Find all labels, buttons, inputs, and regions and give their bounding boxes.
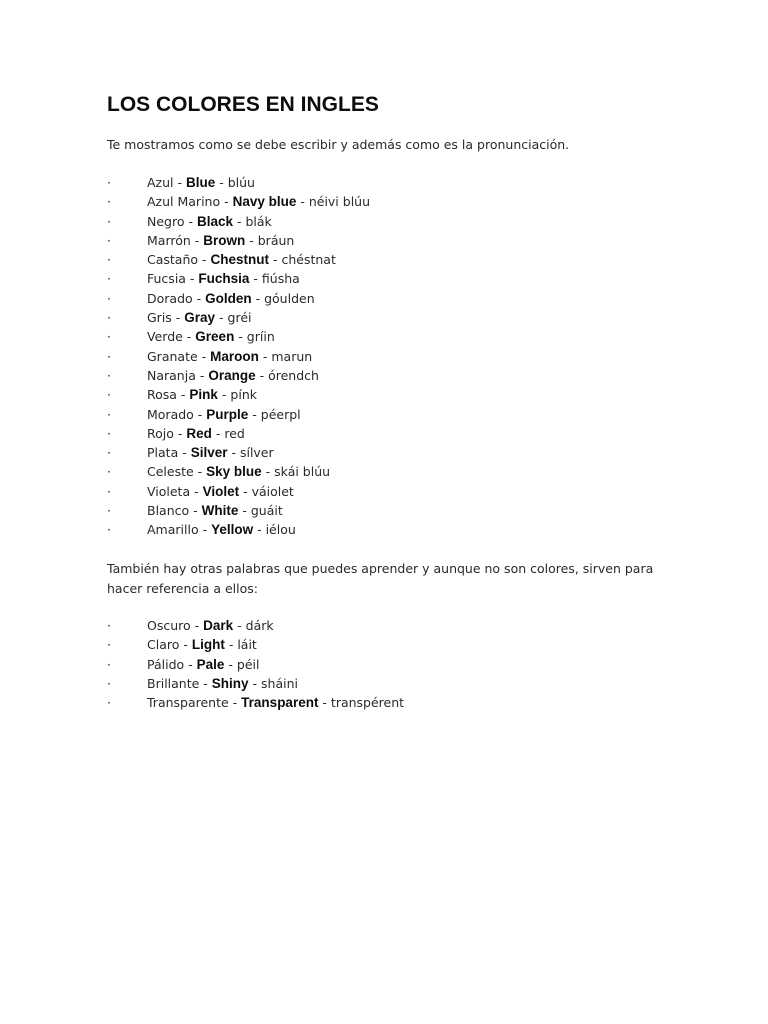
bullet-dot: · bbox=[107, 290, 111, 306]
list-item bbox=[107, 443, 370, 462]
spanish-word: Claro bbox=[147, 637, 180, 653]
intro-paragraph: Te mostramos como se debe escribir y además como es la pronunciación. bbox=[107, 137, 570, 152]
list-item bbox=[107, 462, 370, 481]
spanish-word: Transparente bbox=[147, 695, 229, 711]
english-word: Violet bbox=[202, 483, 240, 499]
pronunciation: péil bbox=[236, 656, 260, 672]
separator: - bbox=[261, 464, 275, 480]
spanish-word: Pálido bbox=[147, 656, 185, 672]
bullet-dot: · bbox=[107, 656, 111, 672]
list-item bbox=[107, 327, 370, 346]
separator: - bbox=[215, 175, 228, 190]
separator: - bbox=[179, 637, 192, 653]
separator: - bbox=[248, 675, 262, 691]
spanish-word: Castaño bbox=[147, 252, 199, 268]
modifiers-intro-paragraph: También hay otras palabras que puedes aprender y aunque no son colores, sirven para hacer referencia a ellos: bbox=[107, 561, 654, 596]
separator: - bbox=[184, 213, 197, 229]
separator: - bbox=[234, 329, 247, 345]
spanish-word: Negro bbox=[147, 213, 185, 229]
separator: - bbox=[253, 522, 266, 538]
bullet-dot: · bbox=[107, 464, 111, 480]
pronunciation: red bbox=[224, 425, 245, 441]
pronunciation: láit bbox=[237, 637, 257, 653]
english-word: Chestnut bbox=[210, 252, 270, 268]
bullet-dot: · bbox=[107, 387, 111, 403]
spanish-word: Brillante bbox=[147, 675, 200, 691]
english-word: Transparent bbox=[241, 695, 319, 711]
separator: - bbox=[176, 387, 190, 403]
pronunciation: skái blúu bbox=[274, 464, 331, 480]
separator: - bbox=[173, 425, 187, 441]
list-item bbox=[107, 674, 404, 693]
spanish-word: Plata bbox=[147, 445, 179, 461]
list-item bbox=[107, 520, 370, 539]
list-item bbox=[107, 655, 404, 674]
separator: - bbox=[251, 290, 265, 306]
bullet-dot: · bbox=[107, 483, 111, 499]
pronunciation: sílver bbox=[239, 445, 274, 461]
english-word: Maroon bbox=[210, 348, 259, 364]
english-word: Yellow bbox=[211, 522, 254, 538]
bullet-dot: · bbox=[107, 329, 111, 345]
english-word: Gray bbox=[184, 310, 216, 326]
english-word: Dark bbox=[203, 618, 234, 633]
list-item bbox=[107, 289, 370, 308]
english-word: Green bbox=[195, 329, 235, 345]
separator: - bbox=[192, 290, 206, 306]
pronunciation: bráun bbox=[257, 232, 295, 248]
separator: - bbox=[239, 483, 252, 499]
separator: - bbox=[318, 695, 331, 711]
separator: - bbox=[228, 695, 242, 711]
separator: - bbox=[185, 271, 199, 287]
separator: - bbox=[227, 445, 240, 461]
english-word: Light bbox=[191, 637, 225, 653]
pronunciation: fiúsha bbox=[261, 271, 300, 287]
spanish-word: Verde bbox=[147, 329, 183, 345]
pronunciation: órendch bbox=[268, 367, 319, 383]
spanish-word: Dorado bbox=[147, 290, 193, 306]
bullet-dot: · bbox=[107, 503, 111, 519]
english-word: Black bbox=[196, 213, 233, 229]
spanish-word: Fucsia bbox=[147, 271, 186, 287]
document-title: LOS COLORES EN INGLES bbox=[107, 93, 379, 116]
english-word: Red bbox=[186, 425, 212, 441]
spanish-word: Rojo bbox=[147, 425, 174, 441]
list-item bbox=[107, 385, 370, 404]
pronunciation: marun bbox=[271, 348, 313, 364]
modifiers-list bbox=[107, 616, 404, 712]
pronunciation: péerpl bbox=[260, 406, 301, 422]
list-item bbox=[107, 269, 370, 288]
separator: - bbox=[173, 175, 186, 190]
list-item bbox=[107, 482, 370, 501]
separator: - bbox=[189, 503, 202, 519]
separator: - bbox=[217, 387, 231, 403]
pronunciation: blúu bbox=[227, 175, 255, 190]
spanish-word: Blanco bbox=[147, 503, 190, 519]
separator: - bbox=[224, 637, 238, 653]
separator: - bbox=[233, 618, 246, 633]
separator: - bbox=[233, 213, 246, 229]
list-item bbox=[107, 366, 370, 385]
spanish-word: Azul Marino bbox=[147, 194, 221, 210]
bullet-dot: · bbox=[107, 175, 111, 190]
bullet-dot: · bbox=[107, 675, 111, 691]
separator: - bbox=[220, 194, 233, 210]
pronunciation: guáit bbox=[250, 503, 283, 519]
pronunciation: dárk bbox=[245, 618, 274, 633]
bullet-dot: · bbox=[107, 425, 111, 441]
separator: - bbox=[296, 194, 309, 210]
bullet-dot: · bbox=[107, 522, 111, 538]
bullet-dot: · bbox=[107, 348, 111, 364]
separator: - bbox=[193, 406, 207, 422]
bullet-dot: · bbox=[107, 252, 111, 268]
separator: - bbox=[197, 348, 211, 364]
pronunciation: gréi bbox=[227, 310, 252, 326]
list-item bbox=[107, 231, 370, 250]
list-item bbox=[107, 693, 404, 712]
spanish-word: Rosa bbox=[147, 387, 177, 403]
list-item bbox=[107, 616, 404, 635]
separator: - bbox=[215, 310, 228, 326]
bullet-dot: · bbox=[107, 310, 111, 326]
separator: - bbox=[258, 348, 272, 364]
pronunciation: gríin bbox=[246, 329, 275, 345]
bullet-dot: · bbox=[107, 637, 111, 653]
separator: - bbox=[245, 232, 258, 248]
english-word: Pale bbox=[196, 656, 225, 672]
spanish-word: Violeta bbox=[147, 483, 191, 499]
spanish-word: Oscuro bbox=[147, 618, 191, 633]
bullet-dot: · bbox=[107, 406, 111, 422]
english-word: White bbox=[201, 503, 239, 519]
separator: - bbox=[211, 425, 225, 441]
bullet-dot: · bbox=[107, 232, 111, 248]
separator: - bbox=[249, 271, 262, 287]
english-word: Brown bbox=[203, 232, 246, 248]
separator: - bbox=[190, 618, 204, 633]
english-word: Shiny bbox=[211, 675, 249, 691]
spanish-word: Marrón bbox=[147, 232, 191, 248]
pronunciation: iélou bbox=[265, 522, 296, 538]
separator: - bbox=[190, 483, 203, 499]
list-item bbox=[107, 250, 370, 269]
separator: - bbox=[238, 503, 251, 519]
colors-list bbox=[107, 173, 370, 540]
list-item bbox=[107, 308, 370, 327]
pronunciation: váiolet bbox=[251, 483, 294, 499]
separator: - bbox=[255, 367, 269, 383]
separator: - bbox=[193, 464, 207, 480]
separator: - bbox=[184, 656, 197, 672]
english-word: Silver bbox=[190, 445, 228, 461]
spanish-word: Gris bbox=[147, 310, 172, 326]
pronunciation: blák bbox=[245, 213, 272, 229]
bullet-dot: · bbox=[107, 271, 111, 287]
spanish-word: Azul bbox=[147, 175, 174, 190]
list-item bbox=[107, 212, 370, 231]
separator: - bbox=[199, 675, 212, 691]
bullet-dot: · bbox=[107, 618, 111, 633]
list-item bbox=[107, 424, 370, 443]
bullet-dot: · bbox=[107, 213, 111, 229]
bullet-dot: · bbox=[107, 367, 111, 383]
separator: - bbox=[178, 445, 191, 461]
english-word: Orange bbox=[208, 367, 256, 383]
separator: - bbox=[195, 367, 209, 383]
separator: - bbox=[190, 232, 204, 248]
list-item bbox=[107, 347, 370, 366]
english-word: Blue bbox=[185, 175, 216, 190]
english-word: Navy blue bbox=[232, 194, 297, 210]
separator: - bbox=[171, 310, 185, 326]
separator: - bbox=[198, 252, 211, 268]
english-word: Pink bbox=[189, 387, 218, 403]
spanish-word: Amarillo bbox=[147, 522, 199, 538]
pronunciation: góulden bbox=[264, 290, 315, 306]
spanish-word: Granate bbox=[147, 348, 198, 364]
pronunciation: pínk bbox=[230, 387, 257, 403]
list-item bbox=[107, 173, 370, 192]
pronunciation: chéstnat bbox=[281, 252, 336, 268]
pronunciation: néivi blúu bbox=[308, 194, 371, 210]
separator: - bbox=[182, 329, 196, 345]
english-word: Fuchsia bbox=[198, 271, 250, 287]
spanish-word: Naranja bbox=[147, 367, 196, 383]
english-word: Purple bbox=[206, 406, 249, 422]
separator: - bbox=[248, 406, 261, 422]
bullet-dot: · bbox=[107, 695, 111, 711]
pronunciation: sháini bbox=[261, 675, 298, 691]
bullet-dot: · bbox=[107, 194, 111, 210]
spanish-word: Morado bbox=[147, 406, 194, 422]
english-word: Golden bbox=[205, 290, 252, 306]
bullet-dot: · bbox=[107, 445, 111, 461]
english-word: Sky blue bbox=[206, 464, 262, 480]
list-item bbox=[107, 192, 370, 211]
spanish-word: Celeste bbox=[147, 464, 194, 480]
separator: - bbox=[198, 522, 212, 538]
list-item bbox=[107, 501, 370, 520]
list-item bbox=[107, 405, 370, 424]
pronunciation: transpérent bbox=[330, 695, 405, 711]
list-item bbox=[107, 635, 404, 654]
separator: - bbox=[269, 252, 282, 268]
separator: - bbox=[224, 656, 237, 672]
